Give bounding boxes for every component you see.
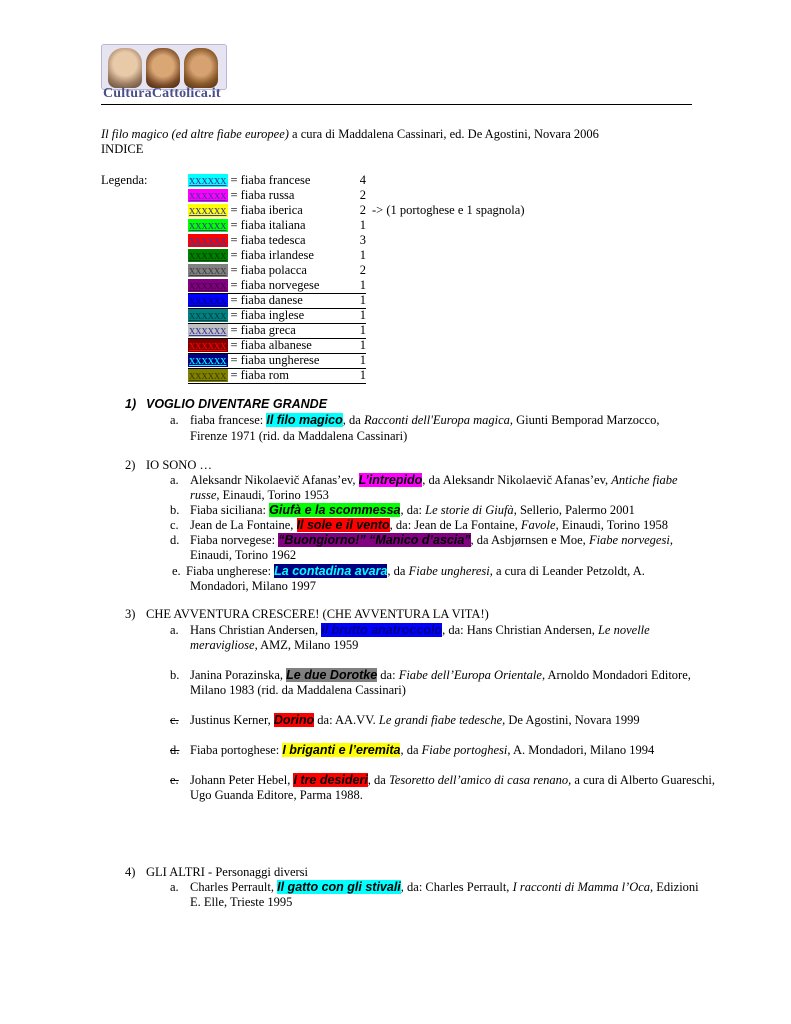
item-letter: a. [170, 880, 179, 894]
culturacattolica-logo[interactable] [101, 44, 231, 104]
legend-item-label: = fiaba polacca [230, 263, 307, 277]
list-item: fiaba francese: Il filo magico, da Racconti dell'Europa magica, Giunti Bemporad Marzocco, [190, 413, 660, 427]
section-number: 1) [125, 397, 137, 411]
fairy-tale-title: Il sole e il vento [296, 518, 390, 532]
fairy-tale-title: Il filo magico [266, 413, 343, 427]
color-swatch: xxxxxx [189, 368, 227, 382]
list-item-cont: russe, Einaudi, Torino 1953 [190, 488, 329, 502]
legend-note: -> (1 portoghese e 1 spagnola) [372, 203, 525, 217]
list-item: Aleksandr Nikolaevič Afanas’ev, L’intrepido, da Aleksandr Nikolaevič Afanas’ev, Antiche fiabe [190, 473, 678, 487]
color-swatch: xxxxxx [189, 338, 227, 352]
legend-item-label: = fiaba italiana [230, 218, 306, 232]
legend-item-count: 1 [359, 293, 366, 307]
legend-item-label: = fiaba irlandese [230, 248, 314, 262]
legend-item-count: 1 [359, 338, 366, 352]
portrait-image [108, 48, 142, 88]
legend-item-count: 1 [359, 353, 366, 367]
legend-item-count: 1 [359, 368, 366, 382]
item-letter: b. [170, 668, 180, 682]
list-item-cont: meravigliose, AMZ, Milano 1959 [190, 638, 359, 652]
legend-item-label: = fiaba norvegese [230, 278, 320, 292]
color-swatch: xxxxxx [189, 293, 227, 307]
list-item-cont: E. Elle, Trieste 1995 [190, 895, 293, 909]
fairy-tale-title: La contadina avara [274, 564, 388, 578]
legend-item-label: = fiaba danese [230, 293, 303, 307]
legend-item [188, 173, 366, 188]
legend-item-label: = fiaba rom [230, 368, 289, 382]
legend-item [188, 218, 366, 233]
fairy-tale-title: Il brutto anatroccolo [321, 623, 443, 637]
legend-item-count: 1 [359, 278, 366, 292]
legend-item-label: = fiaba greca [230, 323, 296, 337]
list-item: Johann Peter Hebel, I tre desideri, da Tesoretto dell’amico di casa renano, a cura di Alberto Guareschi, [190, 773, 715, 787]
item-letter: e. [170, 773, 179, 787]
legend-item-label: = fiaba ungherese [230, 353, 320, 367]
item-letter: c. [170, 713, 179, 727]
list-item: Fiaba portoghese: I briganti e l’eremita, da Fiabe portoghesi, A. Mondadori, Milano 1994 [190, 743, 655, 757]
item-letter: a. [170, 623, 179, 637]
legend-item [188, 338, 366, 354]
document-title: Il filo magico (ed altre fiabe europee) a cura di Maddalena Cassinari, ed. De Agostini, Novara 2006 [101, 127, 599, 141]
list-item: Charles Perrault, Il gatto con gli stivali, da: Charles Perrault, I racconti di Mamma l’Oca, Edizioni [190, 880, 699, 894]
list-item: Justinus Kerner, Dorino da: AA.VV. Le grandi fiabe tedesche, De Agostini, Novara 1999 [190, 713, 640, 727]
legend-item [188, 188, 366, 203]
item-letter: a. [170, 473, 179, 487]
list-item: Fiaba siciliana: Giufà e la scommessa, da: Le storie di Giufà, Sellerio, Palermo 2001 [190, 503, 635, 517]
legend-item-count: 1 [359, 308, 366, 322]
legend-item [188, 308, 366, 324]
legend-item [188, 293, 366, 309]
legend-item [188, 203, 366, 218]
legend-item-count: 3 [359, 233, 366, 247]
section-number: 2) [125, 458, 136, 472]
fairy-tale-title: “Buongiorno!” “Manico d’ascia” [278, 533, 471, 547]
list-item-cont: Milano 1983 (rid. da Maddalena Cassinari) [190, 683, 406, 697]
color-swatch: xxxxxx [189, 308, 227, 322]
legend-item-count: 1 [359, 323, 366, 337]
legend-item-count: 2 [359, 263, 366, 277]
section-title: VOGLIO DIVENTARE GRANDE [146, 397, 328, 411]
list-item: Fiaba ungherese: La contadina avara, da Fiabe ungheresi, a cura di Leander Petzoldt, A. [186, 564, 645, 578]
color-swatch: xxxxxx [189, 278, 227, 292]
color-swatch: xxxxxx [189, 233, 227, 247]
color-swatch: xxxxxx [189, 323, 227, 337]
legend-item-count: 2 [359, 203, 366, 217]
legend-item-label: = fiaba inglese [230, 308, 305, 322]
portrait-image [184, 48, 218, 88]
legend-item-label: = fiaba tedesca [230, 233, 306, 247]
legend-item [188, 368, 366, 384]
legend-item-label: = fiaba russa [230, 188, 295, 202]
fairy-tale-title: I tre desideri [293, 773, 368, 787]
list-item: Janina Porazinska, Le due Dorotke da: Fiabe dell’Europa Orientale, Arnoldo Mondadori Editore, [190, 668, 691, 682]
fairy-tale-title: Giufà e la scommessa [269, 503, 401, 517]
legend-item-count: 2 [359, 188, 366, 202]
legend-item-label: = fiaba albanese [230, 338, 312, 352]
color-swatch: xxxxxx [189, 218, 227, 232]
section-title: CHE AVVENTURA CRESCERE! (CHE AVVENTURA LA VITA!) [146, 607, 489, 621]
legend-item [188, 278, 366, 294]
legend-item-label: = fiaba iberica [230, 203, 303, 217]
color-swatch: xxxxxx [189, 188, 227, 202]
legend-item-label: = fiaba francese [230, 173, 311, 187]
section-title: IO SONO … [146, 458, 212, 472]
list-item-cont: Firenze 1971 (rid. da Maddalena Cassinari) [190, 429, 408, 443]
fairy-tale-title: L’intrepido [358, 473, 423, 487]
fairy-tale-title: Dorino [273, 713, 315, 727]
item-letter: b. [170, 503, 180, 517]
legend-item-count: 1 [359, 248, 366, 262]
index-heading: INDICE [101, 142, 144, 156]
legend-item-count: 1 [359, 218, 366, 232]
list-item-cont: Ugo Guanda Editore, Parma 1988. [190, 788, 363, 802]
list-item-cont: Einaudi, Torino 1962 [190, 548, 297, 562]
item-letter: a. [170, 413, 179, 427]
legend-item [188, 353, 366, 369]
list-item: Fiaba norvegese: “Buongiorno!” “Manico d’ascia”, da Asbjørnsen e Moe, Fiabe norvegesi, [190, 533, 673, 547]
list-item: Hans Christian Andersen, Il brutto anatroccolo, da: Hans Christian Andersen, Le novelle [190, 623, 650, 637]
legend-item-count: 4 [359, 173, 366, 187]
portrait-image [146, 48, 180, 88]
color-swatch: xxxxxx [189, 203, 227, 217]
color-swatch: xxxxxx [189, 353, 227, 367]
fairy-tale-title: I briganti e l’eremita [282, 743, 401, 757]
logo-text: CulturaCattolica.it [103, 86, 221, 101]
legend-item [188, 323, 366, 339]
section-number: 3) [125, 607, 136, 621]
section-title: GLI ALTRI - Personaggi diversi [146, 865, 309, 879]
legend-item [188, 263, 366, 278]
list-item: Jean de La Fontaine, Il sole e il vento, da: Jean de La Fontaine, Favole, Einaudi, Torino 1958 [190, 518, 669, 532]
color-swatch: xxxxxx [189, 248, 227, 262]
legend-label: Legenda: [101, 173, 148, 187]
item-letter: c. [170, 518, 179, 532]
item-letter: e. [172, 564, 181, 578]
fairy-tale-title: Le due Dorotke [286, 668, 378, 682]
legend-item [188, 233, 366, 248]
item-letter: d. [170, 533, 180, 547]
legend-item [188, 248, 366, 263]
list-item-cont: Mondadori, Milano 1997 [190, 579, 317, 593]
logo-banner [101, 44, 227, 90]
fairy-tale-title: Il gatto con gli stivali [277, 880, 401, 894]
section-number: 4) [125, 865, 136, 879]
item-letter: d. [170, 743, 180, 757]
header-divider [101, 104, 692, 105]
color-swatch: xxxxxx [189, 263, 227, 277]
color-swatch: xxxxxx [189, 173, 227, 187]
